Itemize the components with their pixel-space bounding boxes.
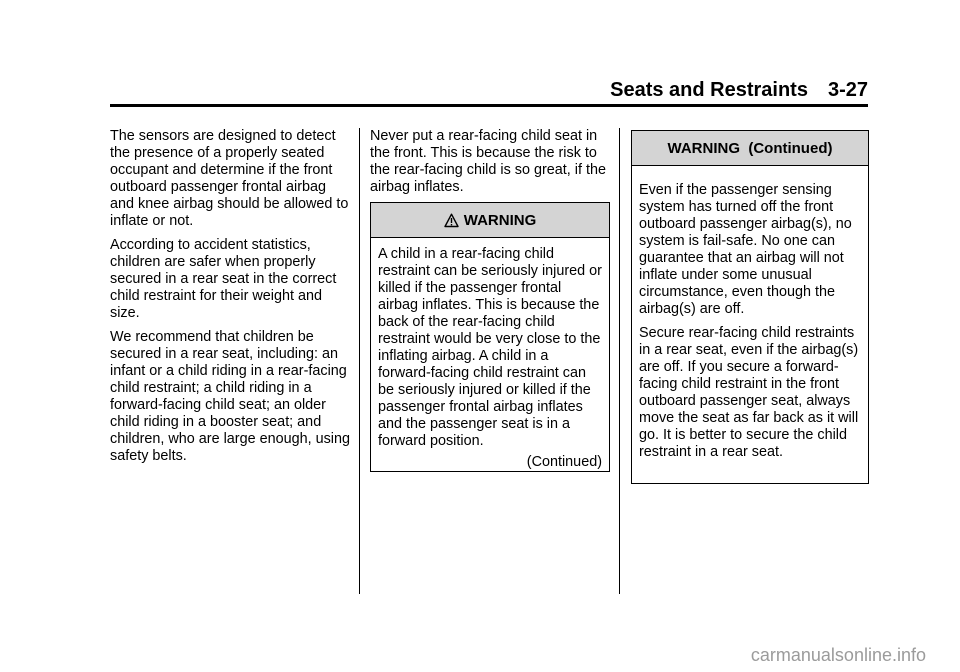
warning-triangle-icon	[444, 213, 459, 228]
header-rule	[110, 104, 868, 107]
watermark: carmanualsonline.info	[750, 645, 926, 665]
warning-text: Secure rear-facing child restraints in a rear seat, even if the airbag(s) are off. If you secure a forward-facing child restraint in the front outboard passenger seat, always move the seat as far back as it will go. It is better to secure the child restraint in a rear seat.	[639, 325, 859, 460]
warning-continued-box	[631, 130, 869, 484]
paragraph: According to accident statistics, children are safer when properly secured in a rear seat in the correct child restraint for their weight and size.	[110, 237, 337, 321]
warning-title: WARNING	[463, 211, 537, 229]
warning-body	[632, 166, 868, 461]
warning-box	[370, 202, 610, 472]
page-header	[110, 78, 868, 102]
continued-label: (Continued)	[526, 454, 602, 470]
column-2	[370, 128, 610, 203]
page-number: 3-27	[827, 79, 868, 101]
warning-title: WARNING (Continued)	[667, 139, 833, 157]
paragraph: Never put a rear-facing child seat in the front. This is because the risk to the rear-facing child is so great, if the airbag inflates.	[370, 128, 606, 195]
warning-body	[371, 238, 609, 471]
section-title: Seats and Restraints	[610, 79, 808, 101]
paragraph: The sensors are designed to detect the presence of a properly seated occupant and determine if the front outboard passenger frontal airbag and knee airbag should be allowed to inflate or not.	[110, 128, 349, 229]
warning-text: A child in a rear-facing child restraint can be seriously injured or killed if the passenger frontal airbag inflates. This is because the back of the rear-facing child restraint would be very close to the inflating airbag. A child in a forward-facing child restraint can be seriously injured or killed if the passenger frontal airbag inflates and the passenger seat is in a forward position.	[378, 246, 602, 449]
column-1	[110, 128, 350, 472]
warning-header	[371, 203, 609, 238]
paragraph: We recommend that children be secured in a rear seat, including: an infant or a child riding in a rear-facing child restraint; a child riding in a forward-facing child seat; an older child riding in a booster seat; and children, who are large enough, using safety belts.	[110, 329, 351, 464]
column-divider	[359, 128, 360, 594]
warning-text: Even if the passenger sensing system has turned off the front outboard passenger airbag(s), no system is fail-safe. No one can guarantee that an airbag will not inflate under some unusual circumstance, even though the airbag(s) are off.	[639, 182, 852, 317]
warning-header	[632, 131, 868, 166]
column-divider	[619, 128, 620, 594]
